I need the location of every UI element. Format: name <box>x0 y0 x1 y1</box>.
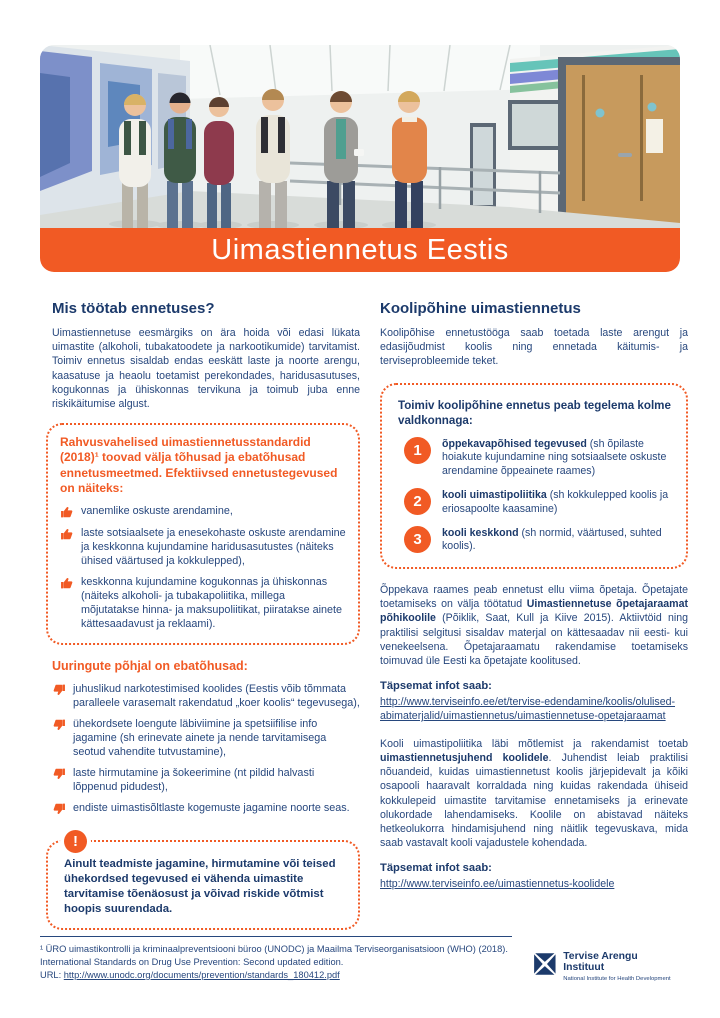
thumbs-down-icon <box>52 802 66 816</box>
domain-item-bold: kooli uimastipoliitika <box>442 488 547 501</box>
effective-item-text: laste sotsiaalsete ja enesekohaste oskuste arendamine ja keskkonna kujundamine haridusasutustes (näiteks ühised väärtused ja kokkulepped), <box>81 526 346 567</box>
number-badge-2: 2 <box>404 488 431 515</box>
left-heading: Mis töötab ennetuses? <box>52 300 215 317</box>
more-info-label-1: Täpsemat infot saab: <box>380 680 492 693</box>
ineffective-item <box>52 682 360 710</box>
effective-item <box>60 504 346 519</box>
domain-item-text <box>442 526 672 555</box>
left-intro-paragraph: Uimastiennetuse eesmärgiks on ära hoida või edasi lükata uimastite (alkoholi, tubakatoodete ja narkootikumide) tarvitamist. Toimiv ennetus sisaldab endas eeskätt laste ja noorte arengu, kaasatuse ja heaolu toetamist perekondades, haridusasutuses, kogukonnas ja ühiskonnas tervikuna ja toimub juba enne riskikäitumise algust. <box>52 327 360 410</box>
terviseinfo-koolidele-link[interactable]: http://www.terviseinfo.ee/uimastiennetus-koolidele <box>380 878 615 891</box>
paragraph-text: Õppekava raames peab ennetust ellu viima õpetaja. Õpetajate toetamiseks on välja töötatud <box>380 584 688 611</box>
content-columns <box>40 294 688 930</box>
logo-title: Tervise Arengu Instituut <box>563 951 638 974</box>
more-info-label-2: Täpsemat infot saab: <box>380 862 492 875</box>
domain-item <box>398 488 672 517</box>
thumbs-down-icon <box>52 718 66 732</box>
page-footer <box>40 936 680 982</box>
paragraph-text: (Põiklik, Saat, Kull ja Kiive 2015). Aktiivtöid ning praktilisi selgitusi sisaldav materjal on kättesaadav nii eesti- kui venekeelsena. Õpetajaraamatu rakendamise toetamiseks toimuvad üle Eesti ka õpetajate koolitused. <box>380 612 688 667</box>
thumbs-down-icon <box>52 767 66 781</box>
hero-photo-school-hallway <box>40 45 680 228</box>
effective-box-lead: Rahvusvahelised uimastiennetusstandardid (2018)¹ toovad välja tõhusad ja ebatõhusad ennetusmeetmed. Efektiivsed ennetustegevused on näiteks: <box>60 435 338 496</box>
thumbs-down-icon <box>52 683 66 697</box>
ineffective-item <box>52 766 360 794</box>
right-column <box>380 294 688 930</box>
footnote-divider <box>40 936 512 937</box>
logo-subtitle: National Institute for Health Development <box>563 975 671 982</box>
paragraph-text: . Juhendist leiab praktilisi nõuandeid, kuidas uimastiennetust koolis järjepidevalt ja kõiki osapooli haaravalt korraldada ning kuidas rakendada ühiseid kokkulepeid uimastite tarvitamise ennetamiseks ja erinevate olukordade lahendamiseks. Koolile on abistavad näiteks hetkeolukorra hindamisjuhend ning näitlik tegevuskava, mida saab vastavalt kooli vajadustele kohendada. <box>380 751 688 850</box>
school-guide-paragraph <box>380 737 688 851</box>
ineffective-item-text: endiste uimastisõltlaste kogemuste jagamine noorte seas. <box>73 802 350 814</box>
hero-section <box>40 45 680 272</box>
domain-item-text <box>442 488 672 517</box>
warning-text: Ainult teadmiste jagamine, hirmutamine või teised ühekordsed tegevused ei vähenda uimastite tarvitamise tõenäosust ja võivad riskide võtmist hoopis suurendada. <box>64 858 336 916</box>
number-badge-1: 1 <box>404 437 431 464</box>
domain-item-rest: (sh õpilaste hoiakute kujundamine ning sotsiaalsete oskuste arendamine õppeainete raames) <box>442 437 667 478</box>
left-column <box>52 294 360 930</box>
effective-item <box>60 575 346 631</box>
tai-logo <box>532 951 680 982</box>
effective-measures-box <box>46 423 360 645</box>
domain-item-text <box>442 437 672 479</box>
domain-item <box>398 437 672 479</box>
warning-box <box>46 833 360 930</box>
ineffective-item-text: laste hirmutamine ja šokeerimine (nt pildid halvasti lõppenud pidudest), <box>73 766 315 793</box>
thumbs-up-icon <box>60 527 74 541</box>
ineffective-item-text: ühekordsete loengute läbiviimine ja spetsiifilise info jagamine (sh erinevate ainete ja nende tarvitamisega seotud vahendite tutvustamine), <box>73 717 327 758</box>
ineffective-item-text: juhuslikud narkotestimised koolides (Eestis võib tõmmata paralleele varasemalt rakendatud „koer koolis“ tegevusega), <box>73 682 360 709</box>
terviseinfo-opetajaraamat-link[interactable]: http://www.terviseinfo.ee/et/tervise-edendamine/koolis/olulised-abimaterjalid/uimastiennetus/uimastiennetuse-opetajaraamat <box>380 696 676 723</box>
unodc-standards-link[interactable]: http://www.unodc.org/documents/prevention/standards_180412.pdf <box>63 970 340 981</box>
right-intro-paragraph: Koolipõhise ennetustööga saab toetada laste arengut ja edasijõudmist koolis ning ennetada käitumis- ja terviseprobleemide teket. <box>380 327 688 368</box>
teacher-book-paragraph <box>380 583 688 668</box>
paragraph-bold: Uimastiennetuse õpetajaraamat põhikoolile <box>380 598 688 625</box>
ineffective-item <box>52 717 360 759</box>
ineffective-item <box>52 801 360 816</box>
footnote-url-label: URL: <box>40 970 64 981</box>
domains-box-lead: Toimiv koolipõhine ennetus peab tegelema kolme valdkonnaga: <box>398 398 671 427</box>
page-title: Uimastiennetus Eestis <box>211 233 509 266</box>
effective-item <box>60 526 346 568</box>
thumbs-up-icon <box>60 505 74 519</box>
footnote <box>40 943 532 982</box>
number-badge-3: 3 <box>404 526 431 553</box>
ineffective-heading: Uuringute põhjal on ebatõhusad: <box>52 658 248 673</box>
three-domains-box <box>380 383 688 569</box>
domain-item-bold: kooli keskkond <box>442 526 519 539</box>
right-heading: Koolipõhine uimastiennetus <box>380 300 581 317</box>
paragraph-text: Kooli uimastipoliitika läbi mõtlemist ja rakendamist toetab <box>380 737 688 750</box>
domain-item-bold: õppekavapõhised tegevused <box>442 437 587 450</box>
effective-item-text: keskkonna kujundamine kogukonnas ja ühiskonnas (näiteks alkoholi- ja tubakapoliitika, millega mõjutatakse hinna- ja maksupoliitikat, piiratakse ainete kättesaadavust ja reklaami). <box>81 575 343 630</box>
hallway-illustration <box>40 45 680 228</box>
domain-item <box>398 526 672 555</box>
footnote-text: ¹ ÜRO uimastikontrolli ja kriminaalpreventsiooni büroo (UNODC) ja Maailma Terviseorganisatsioon (WHO) (2018). International Standards on Drug Use Prevention: Second updated edition. <box>40 944 508 968</box>
thumbs-up-icon <box>60 576 74 590</box>
domain-item-rest: (sh kokkulepped koolis ja eriosapoolte kaasamine) <box>442 488 669 515</box>
domain-item-rest: (sh normid, väärtused, suhted koolis). <box>442 526 662 553</box>
exclamation-icon: ! <box>64 830 87 853</box>
tai-pinwheel-icon <box>532 951 558 977</box>
effective-item-text: vanemlike oskuste arendamine, <box>81 504 233 517</box>
paragraph-bold: uimastiennetusjuhend koolidele <box>380 751 549 764</box>
title-banner <box>40 228 680 272</box>
